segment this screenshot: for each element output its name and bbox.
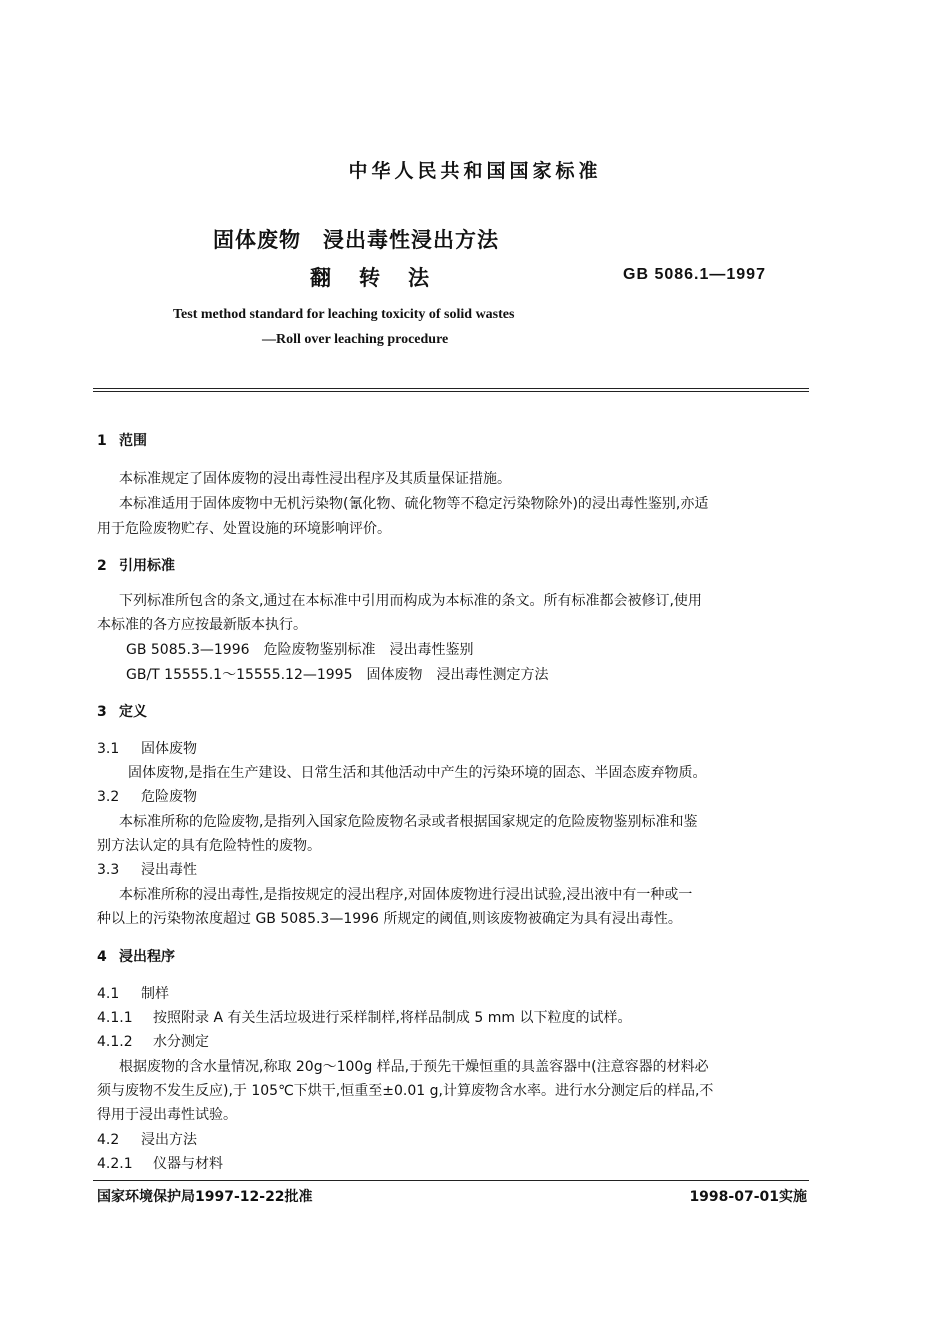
section-3-heading [97, 701, 147, 721]
subsection-heading [97, 1153, 223, 1173]
footer-rule [93, 1180, 809, 1181]
definition-text: 种以上的污染物浓度超过 GB 5085.3—1996 所规定的阈值,则该废物被确定为具有浸出毒性。 [97, 911, 682, 927]
section-number: 2 [97, 558, 107, 574]
subsection-title: 危险废物 [141, 789, 197, 805]
clause-number: 4.1.1 [97, 1010, 133, 1026]
header-rule-top [93, 388, 809, 389]
subsection-number: 3.3 [97, 862, 120, 878]
section-2-paragraph: 下列标准所包含的条文,通过在本标准中引用而构成为本标准的条文。所有标准都会被修订,使用 [119, 593, 702, 609]
english-title-line1: Test method standard for leaching toxicity of solid wastes [173, 307, 515, 322]
definition-text: 本标准所称的浸出毒性,是指按规定的浸出程序,对固体废物进行浸出试验,浸出液中有一种或一 [119, 887, 693, 903]
subsection-number: 4.1 [97, 986, 120, 1002]
section-1-paragraph: 本标准规定了固体废物的浸出毒性浸出程序及其质量保证措施。 [119, 471, 511, 487]
clause-title: 水分测定 [153, 1034, 209, 1050]
subsection-title: 浸出方法 [141, 1132, 197, 1148]
section-title: 范围 [119, 433, 147, 449]
section-2-heading [97, 555, 175, 575]
definition-text: 本标准所称的危险废物,是指列入国家危险废物名录或者根据国家规定的危险废物鉴别标准和鉴 [119, 814, 698, 830]
section-title: 定义 [119, 704, 147, 720]
section-title: 引用标准 [119, 558, 175, 574]
section-2-paragraph: 本标准的各方应按最新版本执行。 [97, 617, 307, 633]
section-number: 3 [97, 704, 107, 720]
approval-date: 国家环境保护局1997-12-22批准 [97, 1189, 313, 1205]
reference-item: GB 5085.3—1996 危险废物鉴别标准 浸出毒性鉴别 [126, 642, 474, 658]
definition-heading [97, 859, 197, 879]
clause-text [97, 1007, 631, 1027]
clause-title: 仪器与材料 [153, 1156, 223, 1172]
section-number: 4 [97, 949, 107, 965]
clause-text: 须与废物不发生反应),于 105℃下烘干,恒重至±0.01 g,计算废物含水率。进行水分测定后的样品,不 [97, 1083, 714, 1099]
clause-body: 按照附录 A 有关生活垃圾进行采样制样,将样品制成 5 mm 以下粒度的试样。 [153, 1010, 632, 1026]
section-1-paragraph: 本标准适用于固体废物中无机污染物(氰化物、硫化物等不稳定污染物除外)的浸出毒性鉴别,亦适 [119, 496, 709, 512]
definition-text: 固体废物,是指在生产建设、日常生活和其他活动中产生的污染环境的固态、半固态废弃物质。 [128, 765, 707, 781]
clause-number: 4.2.1 [97, 1156, 133, 1172]
header-rule-bottom [93, 391, 809, 392]
subsection-title: 固体废物 [141, 741, 197, 757]
clause-number: 4.1.2 [97, 1034, 133, 1050]
subsection-number: 4.2 [97, 1132, 120, 1148]
section-4-heading [97, 946, 175, 966]
reference-item: GB/T 15555.1～15555.12—1995 固体废物 浸出毒性测定方法 [126, 667, 549, 683]
document-title-line2: 翻转法 [310, 266, 457, 290]
subsection-number: 3.1 [97, 741, 120, 757]
definition-heading [97, 786, 197, 806]
section-1-heading [97, 430, 147, 450]
national-standard-heading: 中华人民共和国国家标准 [348, 160, 602, 182]
subsection-heading [97, 1129, 197, 1149]
clause-text: 根据废物的含水量情况,称取 20g～100g 样品,于预先干燥恒重的具盖容器中(注意容器的材料必 [119, 1059, 709, 1075]
subsection-heading [97, 1031, 209, 1051]
document-title-line1: 固体废物 浸出毒性浸出方法 [213, 228, 499, 252]
definition-text: 别方法认定的具有危险特性的废物。 [97, 838, 321, 854]
subsection-heading [97, 983, 169, 1003]
effective-date: 1998-07-01实施 [689, 1189, 807, 1205]
section-1-paragraph: 用于危险废物贮存、处置设施的环境影响评价。 [97, 521, 391, 537]
section-number: 1 [97, 433, 107, 449]
clause-text: 得用于浸出毒性试验。 [97, 1107, 237, 1123]
standard-number: GB 5086.1—1997 [623, 266, 766, 283]
subsection-number: 3.2 [97, 789, 120, 805]
definition-heading [97, 738, 197, 758]
subsection-title: 制样 [141, 986, 169, 1002]
english-title-line2: —Roll over leaching procedure [262, 332, 449, 347]
section-title: 浸出程序 [119, 949, 175, 965]
subsection-title: 浸出毒性 [141, 862, 197, 878]
